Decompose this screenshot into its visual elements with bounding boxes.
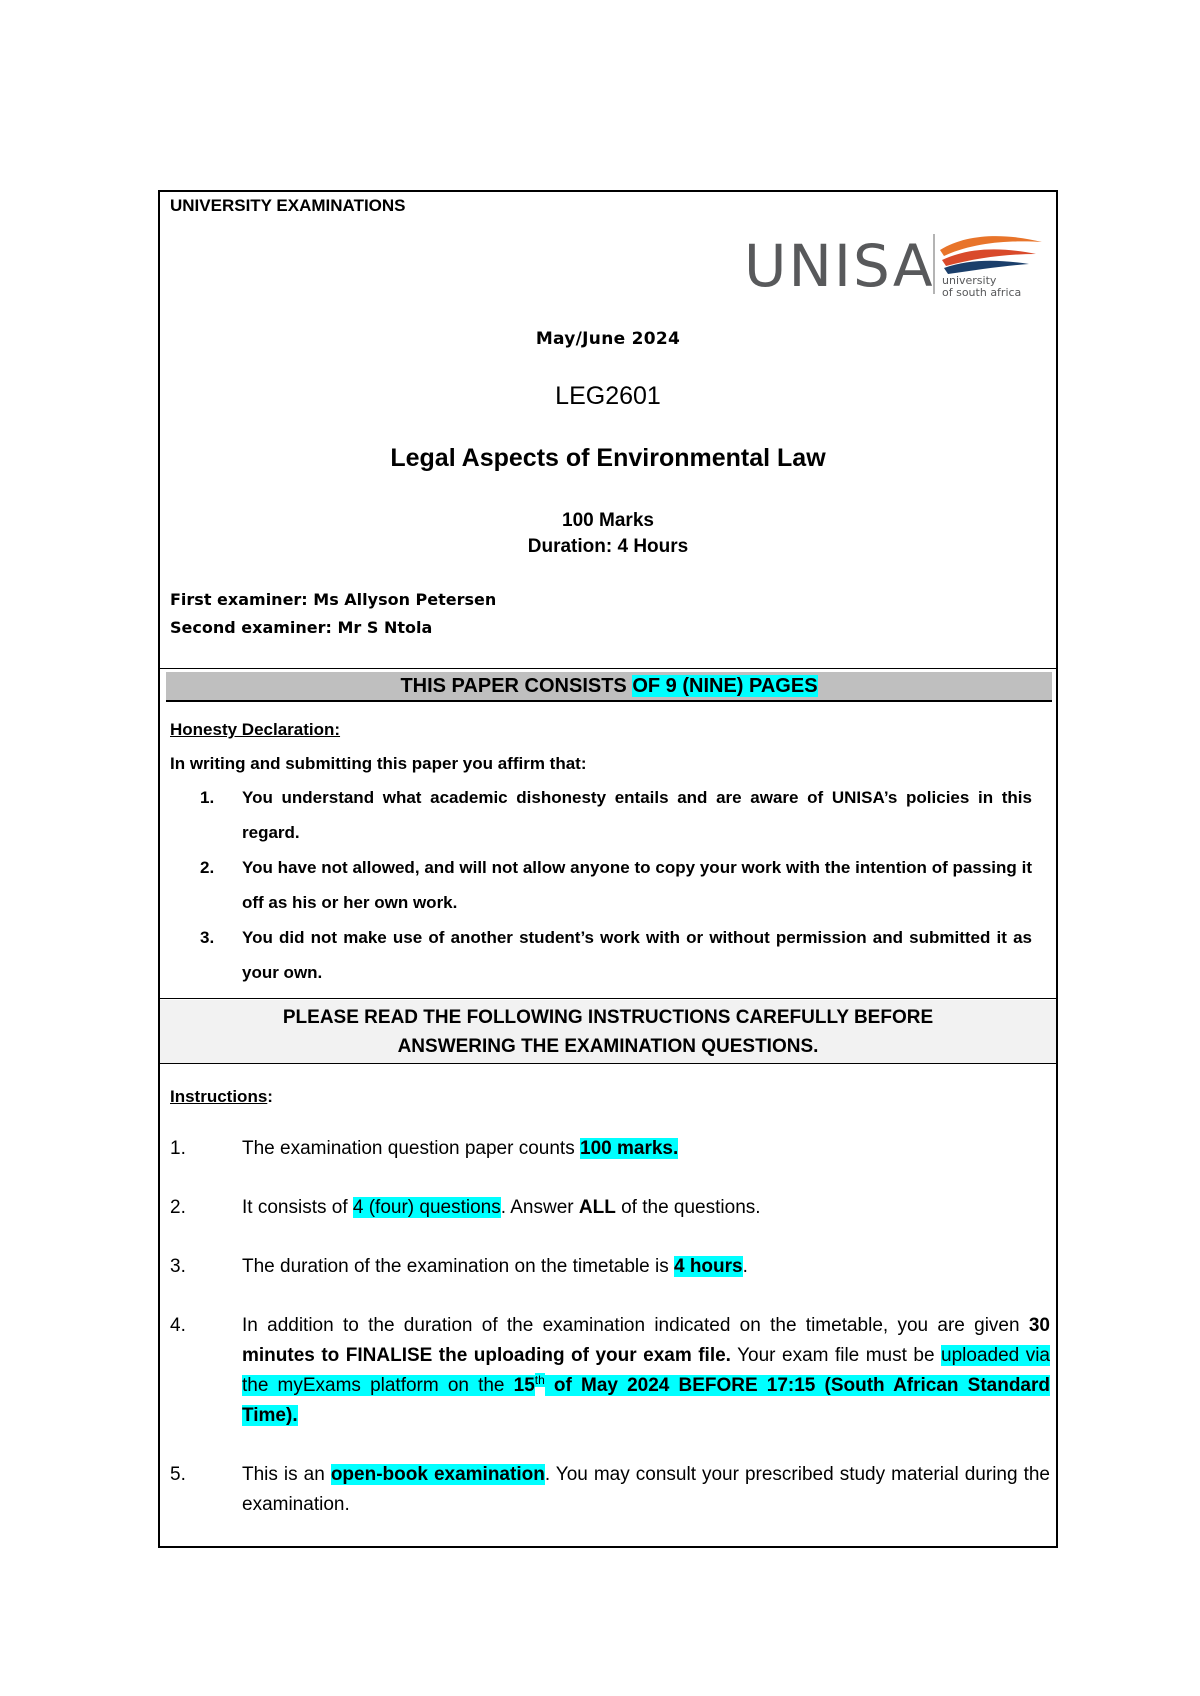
- instruction-number: 1.: [170, 1138, 186, 1159]
- instruction-text: It consists of 4 (four) questions. Answer ALL of the questions.: [242, 1197, 761, 1218]
- second-examiner: Second examiner: Mr S Ntola: [170, 618, 433, 637]
- please-read-line-2: ANSWERING THE EXAMINATION QUESTIONS.: [397, 1036, 819, 1057]
- honesty-title: Honesty Declaration:: [170, 720, 341, 739]
- module-code: LEG2601: [555, 382, 661, 410]
- honesty-item-number: 1.: [200, 788, 215, 807]
- page-count-highlight: OF 9 (NINE) PAGES: [632, 675, 818, 697]
- honesty-item-text: You did not make use of another student’s work with or without permission and submitted it as your own.: [242, 928, 1032, 982]
- module-title: Legal Aspects of Environmental Law: [390, 444, 826, 472]
- page-count-text: THIS PAPER CONSISTS: [400, 675, 633, 697]
- honesty-item-text: You have not allowed, and will not allow anyone to copy your work with the intention of passing it off as his or her own work.: [242, 858, 1032, 912]
- logo-subtext-2: of south africa: [942, 286, 1022, 299]
- instruction-text: In addition to the duration of the examination indicated on the timetable, you are given 30 minutes to FINALISE the uploading of your exam file. Your exam file must be uploaded via the myExams platform on the 15th of May 2024 BEFORE 17:15 (South African Standard Time).: [242, 1315, 1051, 1426]
- unisa-logo: [744, 228, 1044, 300]
- please-read-banner: [160, 1000, 1056, 1064]
- instruction-number: 2.: [170, 1197, 186, 1218]
- unisa-wordmark: UNISA: [744, 232, 935, 300]
- total-marks: 100 Marks: [562, 510, 654, 531]
- instruction-number: 4.: [170, 1315, 186, 1336]
- instruction-text: The duration of the examination on the timetable is 4 hours.: [242, 1256, 748, 1277]
- instruction-text: This is an open-book examination. You may consult your prescribed study material during the examination.: [242, 1464, 1050, 1515]
- page-count-bar: [166, 672, 1052, 702]
- university-examinations-label: UNIVERSITY EXAMINATIONS: [170, 196, 406, 215]
- honesty-declaration-section: [160, 708, 1056, 999]
- exam-duration: Duration: 4 Hours: [527, 536, 689, 557]
- cover-header-section: [160, 192, 1056, 669]
- instruction-text: The examination question paper counts 100 marks.: [242, 1138, 679, 1159]
- honesty-item-number: 3.: [200, 928, 215, 947]
- honesty-item-number: 2.: [200, 858, 215, 877]
- instruction-number: 5.: [170, 1464, 186, 1485]
- logo-subtext-1: university: [942, 274, 997, 287]
- exam-session: May/June 2024: [535, 329, 681, 349]
- exam-cover-frame: [158, 190, 1058, 1548]
- honesty-item-text: You understand what academic dishonesty entails and are aware of UNISA’s policies in this regard.: [242, 788, 1032, 842]
- instructions-title: Instructions:: [170, 1087, 273, 1106]
- instruction-number: 3.: [170, 1256, 186, 1277]
- please-read-line-1: PLEASE READ THE FOLLOWING INSTRUCTIONS CAREFULLY BEFORE: [282, 1007, 934, 1028]
- honesty-intro: In writing and submitting this paper you affirm that:: [170, 754, 587, 773]
- first-examiner: First examiner: Ms Allyson Petersen: [170, 590, 497, 609]
